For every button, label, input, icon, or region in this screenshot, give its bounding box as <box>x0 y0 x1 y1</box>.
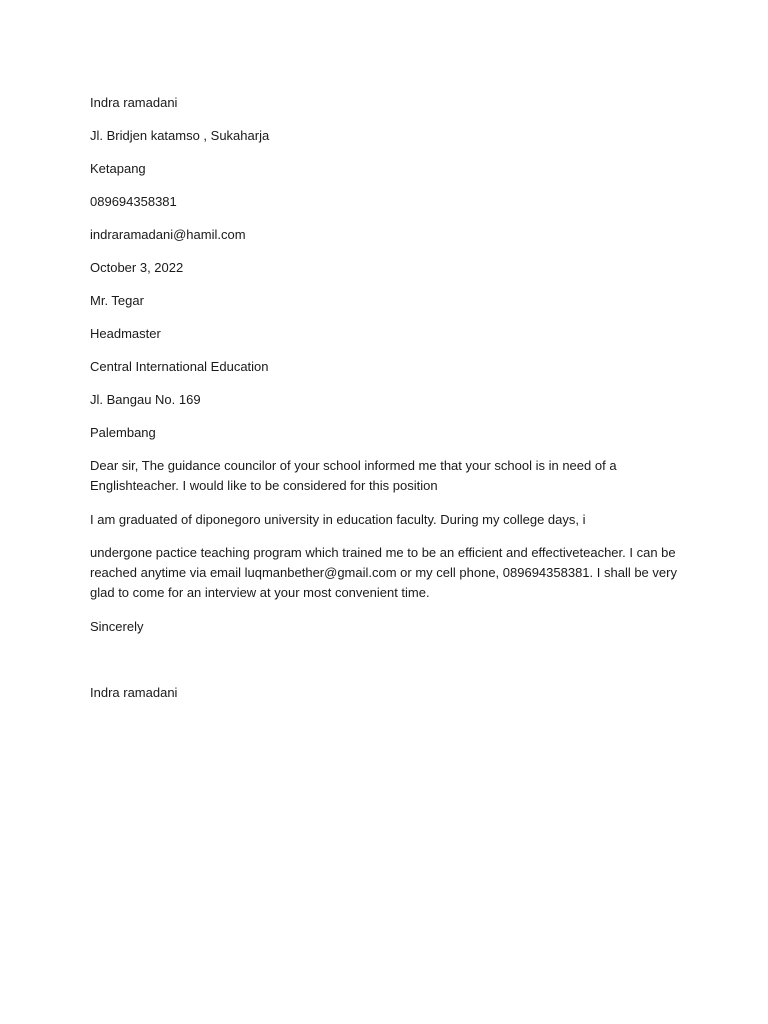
sender-phone: 089694358381 <box>90 194 177 209</box>
closing: Sincerely <box>90 618 144 634</box>
letter-date: October 3, 2022 <box>90 260 184 275</box>
body-paragraph-3: undergone pactice teaching program which trained me to be an efficient and effectiveteacher. I can be reached anytime via email luqmanbether@gmail.com or my cell phone, 089694358381. I shall be very glad to come for an interview at your most convenient time. <box>90 545 677 600</box>
recipient-address: Jl. Bangau No. 169 <box>90 392 201 407</box>
sender-email: indraramadani@hamil.com <box>90 227 246 242</box>
sender-address: Jl. Bridjen katamso , Sukaharja <box>90 128 270 143</box>
body-paragraph-1: Dear sir, The guidance councilor of your school informed me that your school is in need of a Englishteacher. I would like to be considered for this position <box>90 458 617 493</box>
sender-name: Indra ramadani <box>90 95 178 110</box>
recipient-title: Headmaster <box>90 326 161 341</box>
sender-city: Ketapang <box>90 161 146 176</box>
signature-name: Indra ramadani <box>90 684 178 700</box>
letter-body <box>90 93 680 716</box>
recipient-organization: Central International Education <box>90 359 269 374</box>
recipient-city: Palembang <box>90 425 156 440</box>
signature-space <box>90 650 680 683</box>
body-paragraph-2: I am graduated of diponegoro university in education faculty. During my college days, i <box>90 511 586 527</box>
recipient-name: Mr. Tegar <box>90 293 144 308</box>
